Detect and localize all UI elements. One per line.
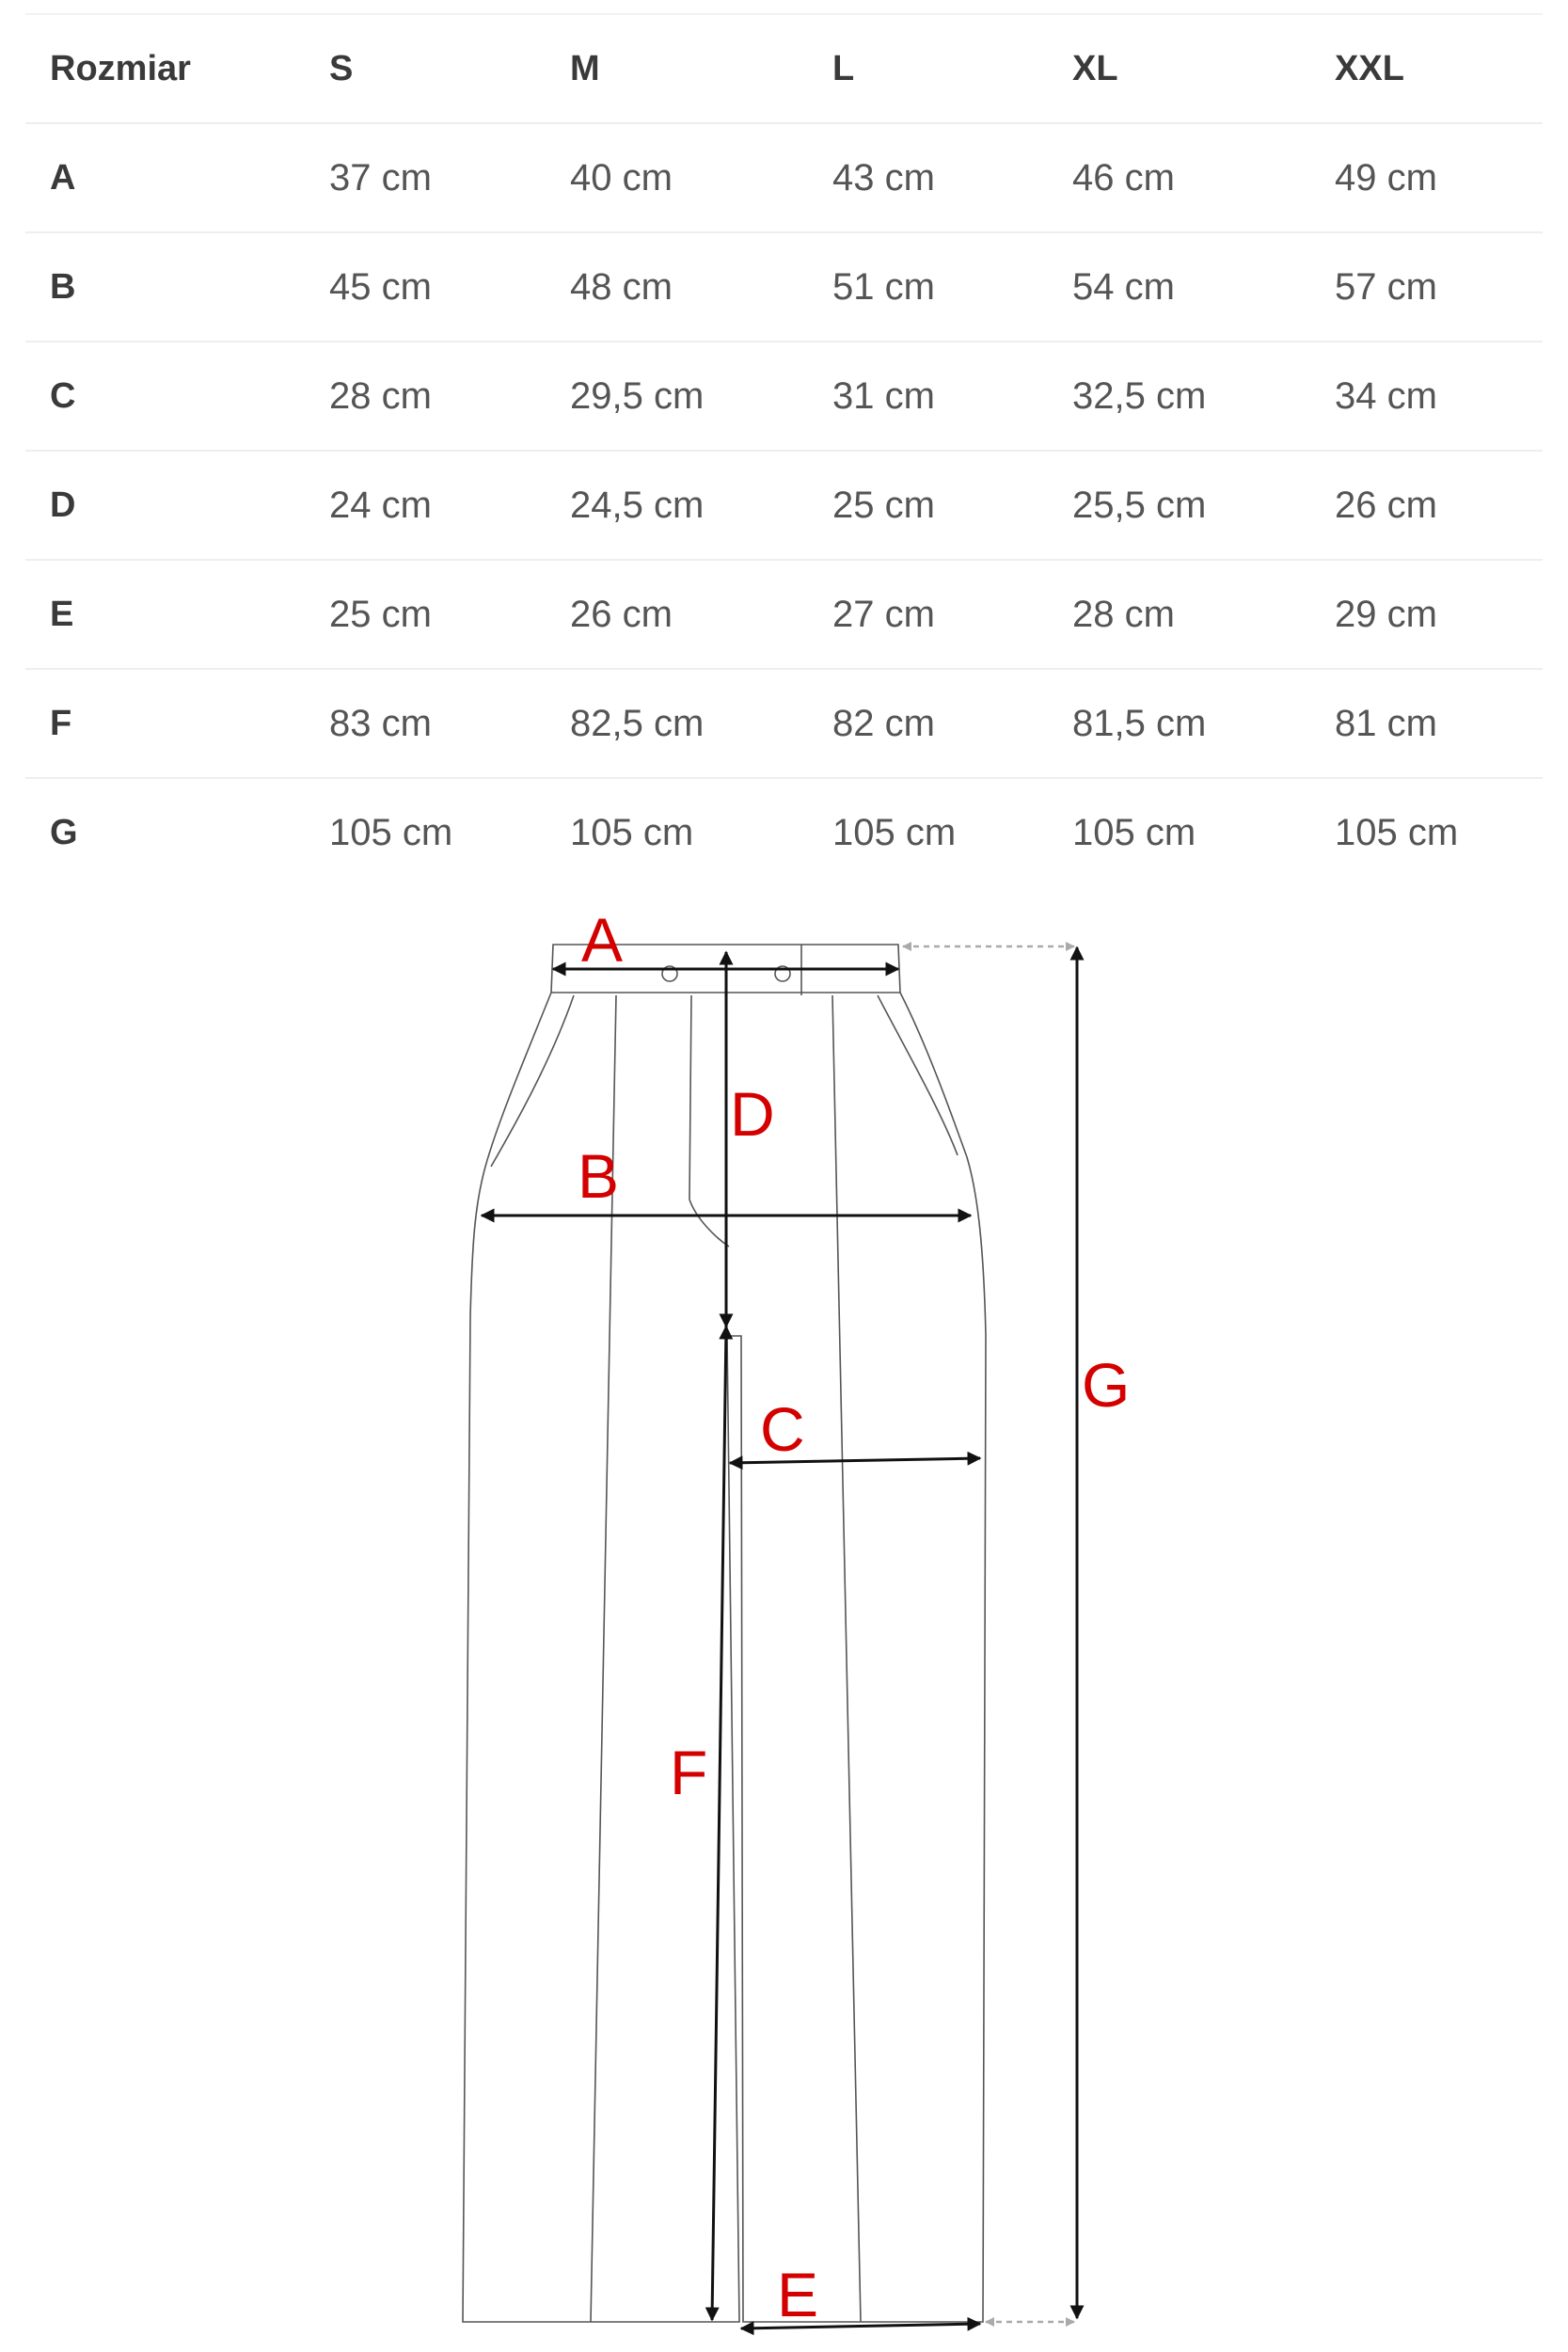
table-cell: 105 cm (570, 812, 694, 853)
row-label: D (50, 485, 76, 525)
row-label: C (50, 375, 76, 416)
table-cell: 105 cm (832, 812, 957, 853)
measurement-labels (578, 905, 1130, 2329)
table-cell: 37 cm (329, 156, 432, 199)
table-cell: 24,5 cm (570, 484, 705, 526)
table-cell: 26 cm (570, 593, 673, 635)
table-cell: 45 cm (329, 265, 432, 308)
table-cell: 105 cm (1072, 812, 1196, 853)
arrow-f (712, 1327, 726, 2320)
trousers-contour (463, 993, 986, 2322)
label-g: G (1082, 1350, 1131, 1420)
table-row-g (25, 778, 1543, 887)
table-cell: 82,5 cm (570, 702, 705, 744)
row-label: G (50, 813, 78, 852)
table-cell: 40 cm (570, 156, 673, 199)
header-size-xxl: XXL (1335, 48, 1404, 88)
header-size-m: M (570, 48, 600, 88)
table-cell: 25 cm (832, 484, 935, 526)
table-cell: 48 cm (570, 265, 673, 308)
table-row-a (25, 123, 1543, 232)
table-cell: 31 cm (832, 374, 935, 417)
table-cell: 28 cm (1072, 593, 1175, 635)
size-table (25, 13, 1543, 887)
row-label: B (50, 266, 76, 307)
trousers-outline (463, 945, 986, 2322)
measurement-arrows (482, 946, 1077, 2328)
table-row-c (25, 342, 1543, 451)
table-cell: 57 cm (1335, 265, 1437, 308)
fly-stitch (689, 995, 729, 1247)
table-cell: 26 cm (1335, 484, 1437, 526)
table-cell: 29,5 cm (570, 374, 705, 417)
left-pocket (491, 995, 574, 1167)
table-cell: 25 cm (329, 593, 432, 635)
label-e: E (777, 2260, 819, 2329)
label-d: D (730, 1079, 775, 1149)
table-row-e (25, 560, 1543, 669)
table-cell: 83 cm (329, 702, 432, 744)
table-cell: 105 cm (329, 812, 453, 853)
header-size-label: Rozmiar (50, 48, 191, 88)
right-pocket (878, 995, 958, 1155)
right-crease (832, 995, 861, 2322)
table-cell: 32,5 cm (1072, 374, 1207, 417)
table-cell: 43 cm (832, 156, 935, 199)
table-cell: 27 cm (832, 593, 935, 635)
table-cell: 105 cm (1335, 812, 1459, 853)
table-cell: 81 cm (1335, 702, 1437, 744)
table-row-d (25, 451, 1543, 560)
table-row-f (25, 669, 1543, 778)
label-c: C (760, 1394, 805, 1464)
header-size-l: L (832, 48, 855, 88)
table-row-b (25, 232, 1543, 342)
trousers-measurement-diagram (0, 884, 1568, 2352)
table-cell: 28 cm (329, 374, 432, 417)
table-cell: 34 cm (1335, 374, 1437, 417)
label-f: F (670, 1738, 708, 1807)
table-cell: 51 cm (832, 265, 935, 308)
row-label: E (50, 594, 74, 634)
table-cell: 82 cm (832, 702, 935, 744)
header-size-xl: XL (1072, 48, 1118, 88)
row-label: F (50, 703, 72, 743)
label-b: B (578, 1141, 620, 1211)
table-cell: 49 cm (1335, 156, 1437, 199)
table-cell: 54 cm (1072, 265, 1175, 308)
table-cell: 81,5 cm (1072, 702, 1207, 744)
label-a: A (581, 905, 624, 975)
header-size-s: S (329, 48, 354, 88)
table-cell: 29 cm (1335, 593, 1437, 635)
row-label: A (50, 157, 76, 198)
table-cell: 46 cm (1072, 156, 1175, 199)
table-header-row (25, 14, 1543, 123)
table-cell: 24 cm (329, 484, 432, 526)
table-cell: 25,5 cm (1072, 484, 1207, 526)
